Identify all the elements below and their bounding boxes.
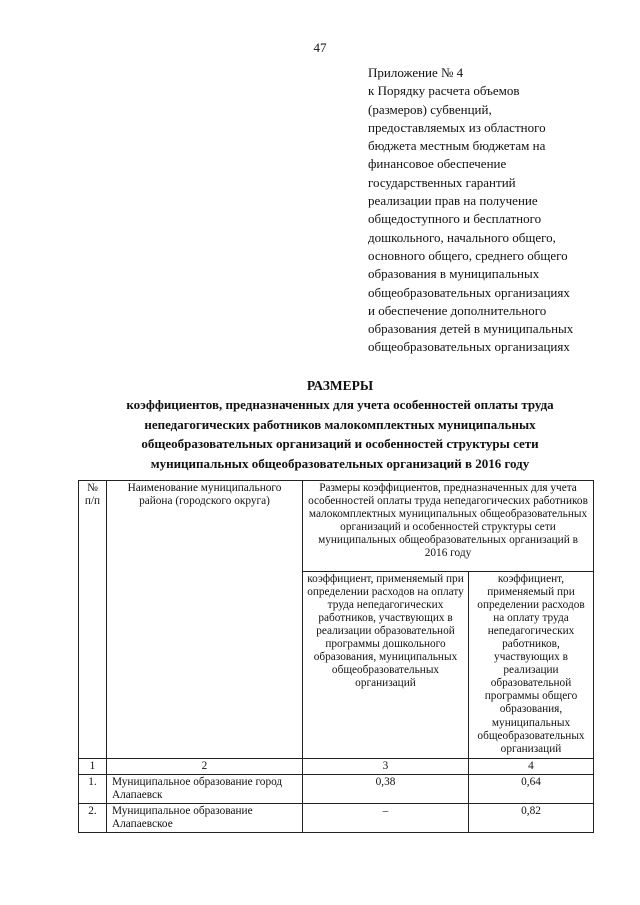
header-coef-general: коэффициент, применяемый при определении расходов на оплату труда непедагогических работников, участвующих в реализации образовательной программы общего образования, муниципальных общеобразовательных организаций	[469, 572, 594, 759]
appendix-line: общедоступного и бесплатного	[368, 211, 542, 227]
appendix-line: Приложение № 4	[368, 65, 464, 80]
title-subline: коэффициентов, предназначенных для учета особенностей оплаты труда	[126, 397, 554, 412]
row-num: 2.	[79, 804, 107, 833]
appendix-line: к Порядку расчета объемов	[368, 83, 520, 99]
column-number: 3	[303, 759, 469, 775]
header-num: № п/п	[79, 481, 107, 759]
table-header-row	[79, 481, 594, 572]
title-subline: общеобразовательных организаций и особенностей структуры сети	[141, 436, 539, 452]
row-coef-preschool: 0,38	[303, 775, 469, 804]
title-subline: непедагогических работников малокомплектных муниципальных	[144, 416, 536, 432]
column-number: 2	[107, 759, 303, 775]
row-coef-preschool: –	[303, 804, 469, 833]
title-subline: муниципальных общеобразовательных организаций в 2016 году	[150, 456, 530, 472]
appendix-line: образования детей в муниципальных	[368, 321, 574, 337]
header-name: Наименование муниципального района (городского округа)	[107, 481, 303, 759]
table-row	[79, 775, 594, 804]
table-row	[79, 804, 594, 833]
column-number-row	[79, 759, 594, 775]
appendix-line: основного общего, среднего общего	[368, 247, 568, 263]
document-title	[40, 377, 640, 474]
appendix-line: государственных гарантий	[368, 174, 516, 190]
appendix-line: бюджета местным бюджетам на	[368, 138, 546, 154]
column-number: 1	[79, 759, 107, 775]
appendix-line: общеобразовательных организациях	[368, 339, 570, 355]
row-name: Муниципальное образование Алапаевское	[107, 804, 303, 833]
appendix-line: предоставляемых из областного	[368, 119, 546, 135]
row-name: Муниципальное образование город Алапаевск	[107, 775, 303, 804]
row-coef-general: 0,82	[469, 804, 594, 833]
header-sizes: Размеры коэффициентов, предназначенных для учета особенностей оплаты труда непедагогических работников малокомплектных муниципальных общеобразовательных организаций и особенностей структуры сети муниципальных общеобразовательных организаций в 2016 году	[303, 481, 594, 572]
column-number: 4	[469, 759, 594, 775]
appendix-line: образования в муниципальных	[368, 266, 540, 282]
appendix-line: (размеров) субвенций,	[368, 101, 492, 117]
row-coef-general: 0,64	[469, 775, 594, 804]
appendix-header	[368, 64, 628, 357]
appendix-line: и обеспечение дополнительного	[368, 302, 547, 318]
appendix-line: общеобразовательных организациях	[368, 284, 570, 300]
appendix-line: реализации прав на получение	[368, 193, 538, 209]
coefficients-table	[78, 480, 594, 833]
appendix-line: дошкольного, начального общего,	[368, 229, 556, 245]
row-num: 1.	[79, 775, 107, 804]
appendix-line: финансовое обеспечение	[368, 156, 507, 172]
title-main: РАЗМЕРЫ	[306, 378, 374, 393]
page-number: 47	[313, 40, 327, 55]
header-coef-preschool: коэффициент, применяемый при определении расходов на оплату труда непедагогических работников, участвующих в реализации образовательной программы дошкольного образования, муниципальных общеобразовательных организаций	[303, 572, 469, 759]
